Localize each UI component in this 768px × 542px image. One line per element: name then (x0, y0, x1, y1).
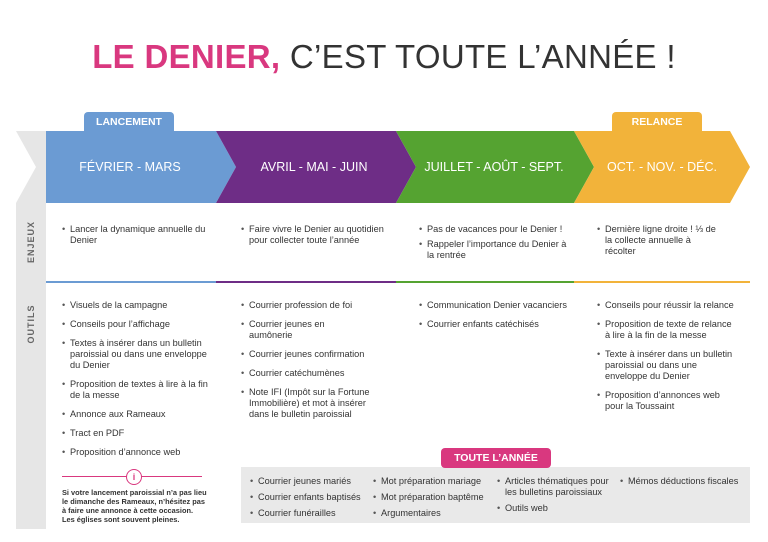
enjeux-item: • Pas de vacances pour le Denier ! (419, 224, 569, 235)
enjeux-item: • Dernière ligne droite ! ⅓ de la collecte annuelle à récolter (597, 224, 717, 257)
toute-annee-col-2 (373, 476, 489, 524)
outil-item: • Proposition de textes à lire à la fin de la messe (62, 379, 212, 401)
separator-blue (46, 281, 216, 283)
outil-item: • Texte à insérer dans un bulletin paroissial ou dans une enveloppe du Denier (597, 349, 737, 382)
outil-item: • Textes à insérer dans un bulletin paroissial ou dans une enveloppe du Denier (62, 338, 212, 371)
enjeux-col-2 (241, 224, 391, 250)
outils-col-2 (241, 300, 379, 428)
period-label-2: AVRIL - MAI - JUIN (260, 160, 368, 174)
toute-annee-item: • Outils web (497, 503, 615, 514)
separator-orange (574, 281, 750, 283)
outil-item: • Note IFI (Impôt sur la Fortune Immobilière) et mot à insérer dans le bulletin paroissial (241, 387, 379, 420)
outils-col-3 (419, 300, 569, 338)
toute-annee-tag: TOUTE L’ANNÉE (441, 448, 551, 468)
toute-annee-item: • Courrier funérailles (250, 508, 366, 519)
outil-item: • Tract en PDF (62, 428, 212, 439)
toute-annee-item: • Courrier jeunes mariés (250, 476, 366, 487)
outils-col-4 (597, 300, 737, 420)
toute-annee-item: • Articles thématiques pour les bulletins paroissiaux (497, 476, 615, 498)
title-accent: LE DENIER, (92, 38, 281, 75)
enjeux-col-3 (419, 224, 569, 265)
title-rest: C’EST TOUTE L’ANNÉE ! (280, 38, 676, 75)
separator-green (396, 281, 574, 283)
toute-annee-col-4 (620, 476, 745, 492)
outil-item: • Visuels de la campagne (62, 300, 212, 311)
relance-tag: RELANCE (612, 112, 702, 132)
enjeux-col-1 (62, 224, 212, 250)
toute-annee-item: • Mot préparation mariage (373, 476, 489, 487)
enjeux-item: • Lancer la dynamique annuelle du Denier (62, 224, 212, 246)
enjeux-item: • Rappeler l’importance du Denier à la rentrée (419, 239, 569, 261)
outil-item: • Conseils pour réussir la relance (597, 300, 737, 311)
toute-annee-item: • Argumentaires (373, 508, 489, 519)
outils-col-1 (62, 300, 212, 466)
enjeux-item: • Faire vivre le Denier au quotidien pour collecter toute l’année (241, 224, 391, 246)
toute-annee-col-1 (250, 476, 366, 524)
outil-item: • Courrier enfants catéchisés (419, 319, 569, 330)
outil-item: • Conseils pour l’affichage (62, 319, 212, 330)
outil-item: • Courrier catéchumènes (241, 368, 379, 379)
enjeux-label: ENJEUX (26, 221, 36, 264)
outil-item: • Courrier profession de foi (241, 300, 379, 311)
outil-item: • Annonce aux Rameaux (62, 409, 212, 420)
toute-annee-item: • Mot préparation baptême (373, 492, 489, 503)
period-label-1: FÉVRIER - MARS (79, 160, 181, 174)
toute-annee-item: • Courrier enfants baptisés (250, 492, 366, 503)
separator-purple (216, 281, 396, 283)
enjeux-col-4 (597, 224, 717, 261)
info-text: Si votre lancement paroissial n’a pas lieu le dimanche des Rameaux, n’hésitez pas à faire une annonce à cette occasion. Les églises sont souvent pleines. (62, 488, 207, 524)
band-grey-start (16, 131, 46, 203)
info-icon: i (126, 469, 142, 485)
outil-item: • Proposition de texte de relance à lire à la fin de la messe (597, 319, 737, 341)
outil-item: • Courrier jeunes confirmation (241, 349, 379, 360)
outil-item: • Communication Denier vacanciers (419, 300, 569, 311)
outil-item: • Proposition d’annonce web (62, 447, 212, 458)
outil-item: • Proposition d’annonces web pour la Toussaint (597, 390, 737, 412)
outils-label: OUTILS (26, 304, 36, 344)
toute-annee-item: • Mémos déductions fiscales (620, 476, 745, 487)
period-label-3: JUILLET - AOÛT - SEPT. (424, 160, 564, 174)
page-title (0, 38, 768, 76)
outil-item: • Courrier jeunes en aumônerie (241, 319, 339, 341)
toute-annee-col-3 (497, 476, 615, 519)
period-label-4: OCT. - NOV. - DÉC. (607, 160, 717, 174)
lancement-tag: LANCEMENT (84, 112, 174, 132)
